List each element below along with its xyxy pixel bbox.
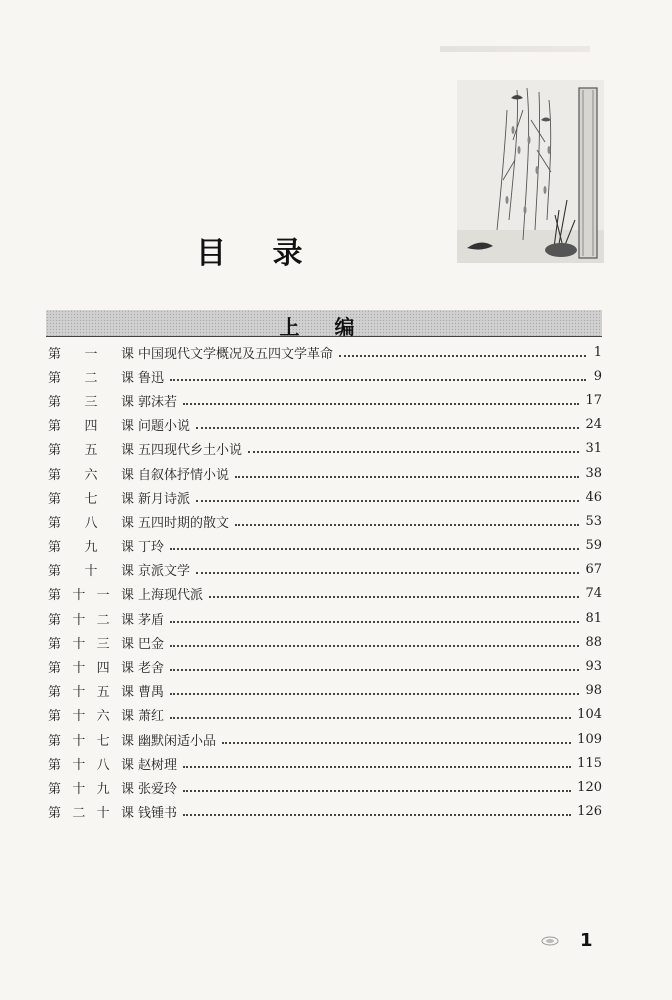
lesson-number: 第 二 十 课 <box>48 806 134 822</box>
lesson-number: 第 七 课 <box>48 491 134 507</box>
dot-leader <box>183 777 571 792</box>
toc-entry[interactable] <box>48 703 602 727</box>
lesson-number: 第 十 二 课 <box>48 612 134 628</box>
dot-leader <box>183 390 579 405</box>
page-ref: 17 <box>585 392 602 408</box>
lesson-title: 曹禺 <box>138 685 165 701</box>
lesson-number: 第 十 三 课 <box>48 636 134 652</box>
page-ref: 104 <box>577 707 602 723</box>
page-ref: 38 <box>585 465 602 481</box>
dot-leader <box>170 608 579 623</box>
lesson-title: 京派文学 <box>138 564 191 580</box>
toc-entry[interactable] <box>48 679 602 703</box>
page-ref: 24 <box>585 417 602 433</box>
page-ref: 53 <box>585 513 602 529</box>
toc-entry[interactable] <box>48 727 602 751</box>
lesson-number: 第 十 八 课 <box>48 757 134 773</box>
dot-leader <box>248 438 579 453</box>
lesson-title: 中国现代文学概况及五四文学革命 <box>138 346 334 362</box>
dot-leader <box>183 801 571 816</box>
dot-leader <box>235 511 579 526</box>
page-ref: 31 <box>585 441 602 457</box>
toc-entry[interactable] <box>48 388 602 412</box>
page-ref: 115 <box>577 755 602 771</box>
section-label: 上 编 <box>279 315 369 339</box>
lesson-title: 新月诗派 <box>138 491 191 507</box>
willow-bird-illustration <box>457 80 604 263</box>
lesson-number: 第 八 课 <box>48 515 134 531</box>
lesson-title: 张爱玲 <box>138 781 178 797</box>
lesson-number: 第 九 课 <box>48 540 134 556</box>
toc-entry[interactable] <box>48 775 602 799</box>
page-ref: 93 <box>585 659 602 675</box>
lesson-title: 郭沫若 <box>138 394 178 410</box>
dot-leader <box>196 559 579 574</box>
page-ref: 120 <box>577 779 602 795</box>
lesson-number: 第 六 课 <box>48 467 134 483</box>
page-title: 目 录 <box>196 236 321 271</box>
lesson-number: 第 四 课 <box>48 419 134 435</box>
page-ref: 74 <box>585 586 602 602</box>
lesson-title: 茅盾 <box>138 612 165 628</box>
toc-entry[interactable] <box>48 340 602 364</box>
dot-leader <box>183 753 571 768</box>
dot-leader <box>196 487 579 502</box>
lesson-number: 第 十 一 课 <box>48 588 134 604</box>
lesson-number: 第 一 课 <box>48 346 134 362</box>
toc-entry[interactable] <box>48 364 602 388</box>
lesson-title: 钱锺书 <box>138 806 178 822</box>
lesson-title: 上海现代派 <box>138 588 204 604</box>
section-header-band <box>46 310 602 337</box>
lesson-number: 第 十 课 <box>48 564 134 580</box>
page-number: 1 <box>580 930 593 951</box>
dot-leader <box>170 632 579 647</box>
dot-leader <box>339 342 586 357</box>
lesson-number: 第 十 六 课 <box>48 709 134 725</box>
toc-entry[interactable] <box>48 485 602 509</box>
toc-entry[interactable] <box>48 558 602 582</box>
toc-entry[interactable] <box>48 654 602 678</box>
toc-entry[interactable] <box>48 461 602 485</box>
page-ref: 98 <box>585 683 602 699</box>
page-ref: 126 <box>577 804 602 820</box>
dot-leader <box>170 535 579 550</box>
page-ref: 67 <box>585 562 602 578</box>
dot-leader <box>235 463 579 478</box>
page-ref: 109 <box>577 731 602 747</box>
lesson-title: 五四时期的散文 <box>138 515 230 531</box>
lesson-number: 第 十 七 课 <box>48 733 134 749</box>
dot-leader <box>222 729 571 744</box>
toc-entry[interactable] <box>48 751 602 775</box>
lesson-title: 赵树理 <box>138 757 178 773</box>
page-ref: 59 <box>585 538 602 554</box>
lesson-number: 第 三 课 <box>48 394 134 410</box>
toc-entry[interactable] <box>48 582 602 606</box>
lesson-number: 第 十 四 课 <box>48 661 134 677</box>
dot-leader <box>196 414 579 429</box>
toc-entry[interactable] <box>48 413 602 437</box>
lesson-title: 五四现代乡土小说 <box>138 443 243 459</box>
toc-entry[interactable] <box>48 437 602 461</box>
dot-leader <box>209 583 579 598</box>
dot-leader <box>170 656 579 671</box>
lesson-title: 问题小说 <box>138 419 191 435</box>
page-ref: 88 <box>585 634 602 650</box>
lesson-number: 第 十 五 课 <box>48 685 134 701</box>
table-of-contents <box>48 340 602 824</box>
dot-leader <box>170 366 586 381</box>
dot-leader <box>170 704 571 719</box>
toc-entry[interactable] <box>48 509 602 533</box>
page-ref: 46 <box>585 489 602 505</box>
lesson-title: 鲁迅 <box>138 370 165 386</box>
lesson-title: 自叙体抒情小说 <box>138 467 230 483</box>
toc-entry[interactable] <box>48 630 602 654</box>
lesson-title: 老舍 <box>138 661 165 677</box>
toc-entry[interactable] <box>48 606 602 630</box>
toc-entry[interactable] <box>48 534 602 558</box>
lesson-title: 幽默闲适小品 <box>138 733 217 749</box>
lesson-number: 第 十 九 课 <box>48 781 134 797</box>
lesson-number: 第 五 课 <box>48 443 134 459</box>
toc-entry[interactable] <box>48 800 602 824</box>
page-ornament-icon <box>541 936 559 946</box>
page-ref: 1 <box>593 344 602 360</box>
header-faint-rule <box>440 46 590 52</box>
dot-leader <box>170 680 579 695</box>
lesson-title: 萧红 <box>138 709 165 725</box>
lesson-title: 巴金 <box>138 636 165 652</box>
lesson-title: 丁玲 <box>138 540 165 556</box>
lesson-number: 第 二 课 <box>48 370 134 386</box>
page-ref: 9 <box>593 368 602 384</box>
page-ref: 81 <box>585 610 602 626</box>
